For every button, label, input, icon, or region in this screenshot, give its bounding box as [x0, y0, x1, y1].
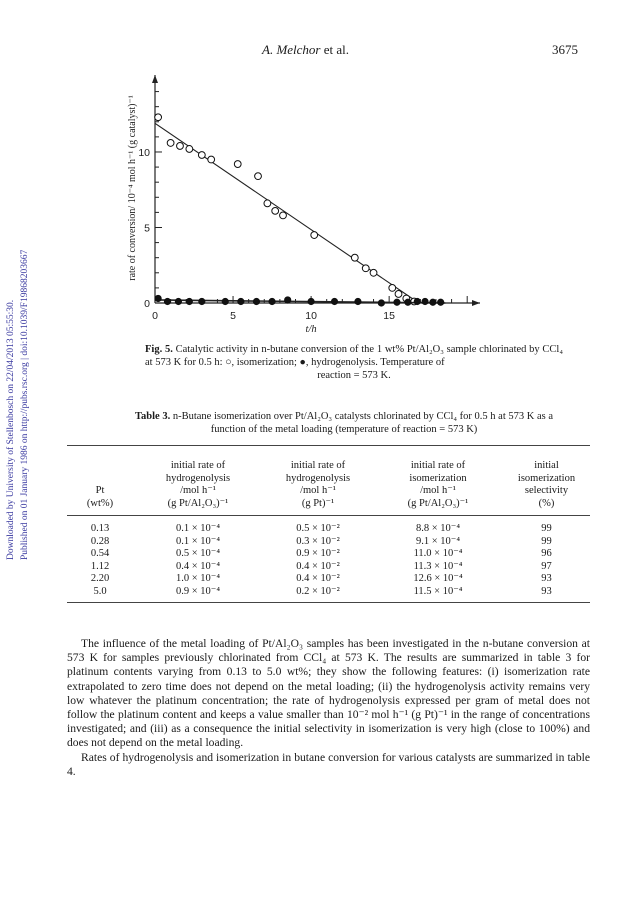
- body-text: [67, 637, 590, 779]
- table-bottom-rule: [67, 602, 590, 603]
- x-tick-label: 0: [152, 310, 158, 322]
- fit-line: [155, 123, 419, 303]
- hydrogenolysis-point: [422, 298, 428, 304]
- hydrogenolysis-point: [269, 298, 275, 304]
- table-cell: 0.4 × 10⁻⁴: [176, 560, 220, 572]
- table-row: [67, 516, 590, 536]
- x-axis-arrow: [472, 300, 480, 306]
- table-cell: 5.0: [93, 585, 107, 597]
- body-paragraph: The influence of the metal loading of Pt/Al₂O₃ samples has been investigated in the n-butane conversion at 573 K for samples previously chlorinated from CCl₄ at 573 K. The results are summarized in table 3 for platinum contents varying from 0.13 to 5.0 wt%; they show the following features: (i) isomerization rate extrapolated to zero time does not depend on the metal loading; (ii) the hydrogenolysis activity remains very low whatever the platinum concentration; the rate of hydrogenolysis expressed per gram of metal does not follow the platinum content and keeps a value smaller than 10⁻² mol h⁻¹ (g Pt)⁻¹ in the range of concentrations investigated; and (iii) as a consequence the initial selectivity in isomerization is very high (close to 100%) and does not depend on the metal loading.: [67, 637, 590, 750]
- hydrogenolysis-point: [199, 298, 205, 304]
- table-cell: 99: [541, 535, 552, 547]
- table-label: Table 3.: [135, 411, 171, 422]
- isomerization-point: [234, 161, 241, 168]
- table-cell: 0.28: [90, 535, 110, 547]
- column-header: initial rate of hydrogenolysis /mol h⁻¹ (g Pt/Al₂O₃)⁻¹: [165, 460, 231, 509]
- table-row: [67, 586, 590, 599]
- hydrogenolysis-point: [331, 298, 337, 304]
- table-cell: 0.1 × 10⁻⁴: [176, 523, 220, 534]
- hydrogenolysis-point: [155, 295, 161, 301]
- hydrogenolysis-point: [253, 298, 259, 304]
- table-row: [67, 548, 590, 561]
- hydrogenolysis-point: [378, 300, 384, 306]
- table-title: [120, 410, 568, 436]
- isomerization-point: [208, 156, 215, 163]
- table-cell: 1.12: [90, 560, 110, 572]
- data-table: [67, 450, 590, 598]
- x-tick-label: 15: [383, 310, 395, 322]
- isomerization-point: [362, 265, 369, 272]
- table-cell: 0.4 × 10⁻²: [296, 573, 340, 584]
- table-cell: 0.5 × 10⁻⁴: [176, 548, 220, 559]
- isomerization-point: [186, 146, 193, 153]
- table-cell: 0.1 × 10⁻⁴: [176, 535, 220, 547]
- isomerization-point: [167, 140, 174, 147]
- figure-5-chart: [0, 0, 624, 340]
- table-row: [67, 536, 590, 549]
- isomerization-point: [280, 212, 287, 219]
- x-tick-label: 10: [305, 310, 317, 322]
- table-cell: 0.2 × 10⁻²: [296, 585, 340, 597]
- column-header: Pt (wt%): [86, 485, 114, 509]
- chart-marks: [155, 114, 446, 306]
- y-axis-label: rate of conversion/ 10⁻⁴ mol h⁻¹ (g catalyst)⁻¹: [127, 95, 138, 281]
- isomerization-point: [370, 269, 377, 276]
- hydrogenolysis-point: [430, 299, 436, 305]
- isomerization-point: [351, 254, 358, 261]
- caption-label: Fig. 5.: [145, 344, 173, 355]
- body-paragraph: Rates of hydrogenolysis and isomerization in butane conversion for various catalysts are summarized in table 4.: [67, 750, 590, 778]
- table-header-row: [67, 450, 590, 516]
- column-header: initial rate of isomerization /mol h⁻¹ (g Pt/Al₂O₃)⁻¹: [407, 460, 469, 509]
- y-tick-label: 10: [138, 146, 150, 159]
- table-cell: 1.0 × 10⁻⁴: [176, 573, 220, 584]
- hydrogenolysis-point: [394, 299, 400, 305]
- hydrogenolysis-point: [355, 298, 361, 304]
- table-cell: 0.54: [90, 548, 110, 559]
- table-cell: 11.0 × 10⁻⁴: [413, 548, 463, 559]
- isomerization-point: [395, 291, 402, 298]
- hydrogenolysis-point: [222, 298, 228, 304]
- caption-text-last: reaction = 573 K.: [317, 370, 391, 381]
- table-cell: 2.20: [90, 573, 110, 584]
- table-cell: 12.6 × 10⁻⁴: [413, 573, 463, 584]
- hydrogenolysis-point: [186, 298, 192, 304]
- isomerization-point: [155, 114, 162, 121]
- table-cell: 96: [541, 548, 552, 559]
- figure-caption: [145, 343, 563, 382]
- table-title-text: n-Butane isomerization over Pt/Al₂O₃ catalysts chlorinated by CCl₄ for 0.5 h at 573 K as a function of the metal loading (temperature of reaction = 573 K): [170, 411, 553, 435]
- isomerization-point: [311, 232, 318, 239]
- hydrogenolysis-point: [164, 298, 170, 304]
- hydrogenolysis-point: [414, 298, 420, 304]
- table-cell: 0.5 × 10⁻²: [296, 523, 340, 534]
- hydrogenolysis-point: [285, 297, 291, 303]
- table-top-rule: [67, 445, 590, 446]
- table-row: [67, 573, 590, 586]
- side-note-download[interactable]: Downloaded by University of Stellenbosch on 22/04/2013 05:55:30.: [6, 299, 16, 560]
- isomerization-point: [264, 200, 271, 207]
- author-etal: et al.: [320, 42, 349, 57]
- x-tick-label: 5: [230, 310, 236, 322]
- table-cell: 0.9 × 10⁻⁴: [176, 585, 220, 597]
- hydrogenolysis-point: [405, 299, 411, 305]
- hydrogenolysis-point: [438, 299, 444, 305]
- x-axis-label: t/h: [305, 324, 317, 335]
- y-axis-arrow: [152, 75, 158, 83]
- chart-axes: [127, 75, 480, 335]
- table-cell: 0.4 × 10⁻²: [296, 560, 340, 572]
- table-cell: 11.3 × 10⁻⁴: [413, 560, 463, 572]
- table-cell: 0.9 × 10⁻²: [296, 548, 340, 559]
- side-note-published[interactable]: Published on 01 January 1986 on http://pubs.rsc.org | doi:10.1039/F19868203667: [20, 249, 30, 560]
- isomerization-point: [177, 143, 184, 150]
- isomerization-point: [255, 173, 262, 180]
- hydrogenolysis-point: [238, 298, 244, 304]
- column-header: initial isomerization selectivity (%): [517, 460, 576, 509]
- isomerization-point: [198, 152, 205, 159]
- column-header: initial rate of hydrogenolysis /mol h⁻¹ (g Pt)⁻¹: [285, 460, 351, 509]
- y-tick-label: 5: [144, 222, 150, 235]
- table-row: [67, 561, 590, 574]
- y-tick-label: 0: [144, 298, 150, 310]
- page-number: 3675: [552, 42, 578, 57]
- table-cell: 8.8 × 10⁻⁴: [416, 523, 460, 534]
- hydrogenolysis-point: [175, 298, 181, 304]
- hydrogenolysis-point: [308, 298, 314, 304]
- table-cell: 0.3 × 10⁻²: [296, 535, 340, 547]
- table-cell: 97: [541, 560, 552, 572]
- table-cell: 0.13: [90, 523, 110, 534]
- table-cell: 11.5 × 10⁻⁴: [413, 585, 463, 597]
- table-cell: 93: [541, 573, 552, 584]
- table-cell: 99: [541, 523, 552, 534]
- isomerization-point: [389, 284, 396, 291]
- table-cell: 9.1 × 10⁻⁴: [416, 535, 460, 547]
- caption-text: Catalytic activity in n-butane conversion of the 1 wt% Pt/Al₂O₃ sample chlorinated by CCl₄ at 573 K for 0.5 h: ○, isomerization; ●, hydrogenolysis. Temperature of: [145, 344, 563, 368]
- table-cell: 93: [541, 585, 552, 597]
- author-name: A. Melchor: [262, 42, 321, 57]
- isomerization-point: [272, 207, 279, 214]
